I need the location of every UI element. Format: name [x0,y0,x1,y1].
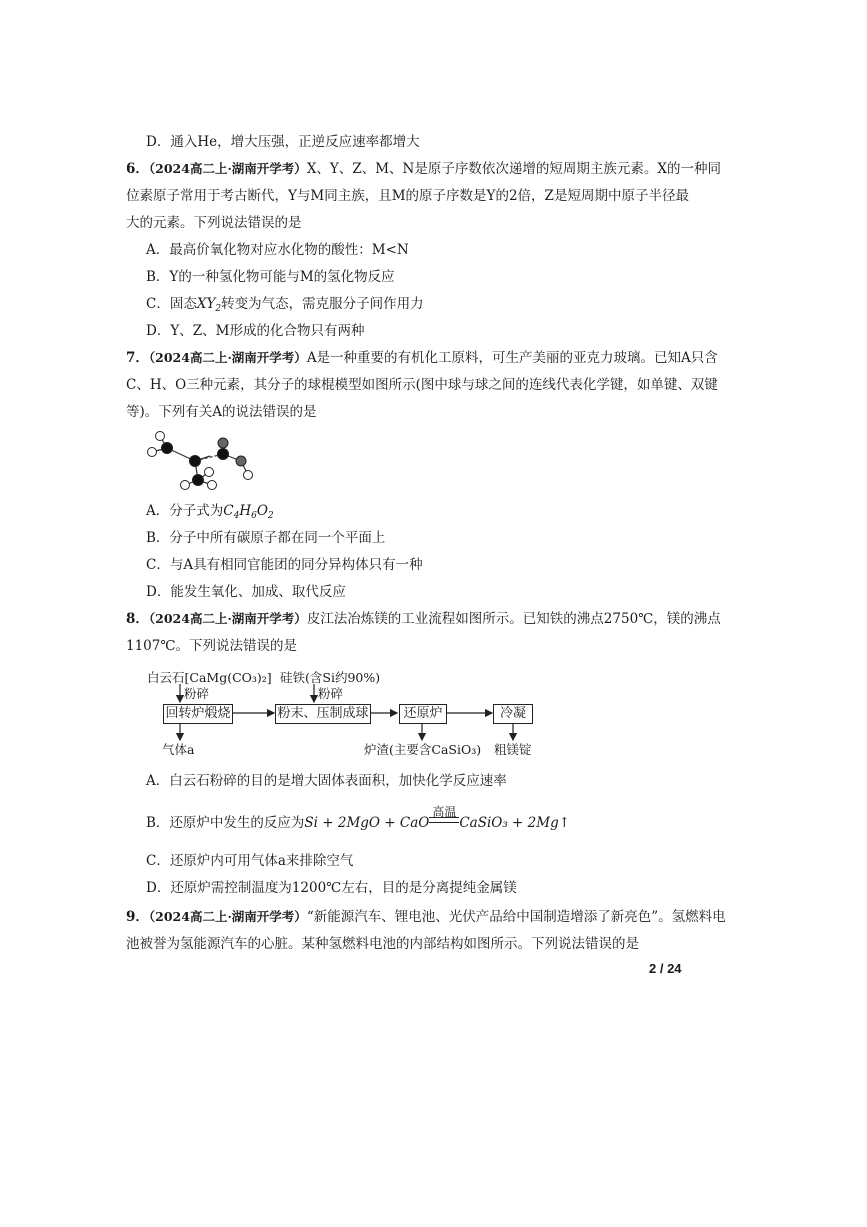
q7-option-a-pre: A．分子式为 [146,503,224,519]
oxygen-atom [218,438,228,448]
q7-number: 7． [126,350,149,366]
ball-stick-model [140,424,260,496]
hydrogen-atom [148,448,157,457]
q7-source: （2024高二上·湖南开学考） [148,350,307,365]
q7-formula-h: H [239,503,252,519]
q8-option-a: A．白云石粉碎的目的是增大固体表面积，加快化学反应速率 [146,773,507,789]
q8-option-d: D．还原炉需控制温度为1200℃左右，目的是分离提纯金属镁 [146,880,517,896]
q6-option-c-post: 转变为气态，需克服分子间作用力 [221,296,424,312]
flow-crush-label-1: 粉碎 [184,686,210,701]
q6-formula-x: X [196,296,207,312]
q8-condition-label: 高温 [432,805,457,819]
q7-option-d: D．能发生氧化、加成、取代反应 [146,584,346,600]
q6-option-b: B．Y的一种氢化物可能与M的氢化物反应 [146,269,395,285]
q6-option-c-pre: C．固态 [146,296,197,312]
flow-output-slag: 炉渣(主要含CaSiO₃) [364,742,482,757]
carbon-atom [162,443,173,454]
flow-output-gas-a: 气体a [162,742,195,757]
q6-number: 6． [126,161,149,177]
q9-source: （2024高二上·湖南开学考） [148,909,307,924]
q8-text1: 皮江法冶炼镁的工业流程如图所示。已知铁的沸点2750℃，镁的沸点 [306,611,721,627]
q7-formula-c-sub: 4 [233,511,240,521]
q7-text1: A是一种重要的有机化工原料，可生产美丽的亚克力玻璃。已知A只含 [306,350,718,366]
q6-formula-y: Y [206,296,216,312]
flow-output-crude-mg: 粗镁锭 [494,742,532,757]
carbon-atom [218,449,229,460]
q9-number: 9． [126,909,149,925]
q8-option-c: C．还原炉内可用气体a来排除空气 [146,853,354,869]
carbon-atom [193,475,204,486]
page-number: 2 / 24 [649,961,682,976]
q7-formula-h-sub: 6 [251,511,257,521]
q7-formula-o-sub: 2 [267,511,274,521]
hydrogen-atom [244,471,253,480]
q7-stem-line3: 等)。下列有关A的说法错误的是 [126,404,317,420]
q7-formula-o: O [256,503,268,519]
hydrogen-atom [205,468,214,477]
q7-option-b: B．分子中所有碳原子都在同一个平面上 [146,530,386,546]
q6-option-d: D．Y、Z、M形成的化合物只有两种 [146,323,365,339]
q8-option-b [146,805,571,832]
hydrogen-atom [181,481,190,490]
flow-box-reduction-furnace: 还原炉 [399,704,447,724]
q8-equation-condition [429,805,459,827]
q9-text1: “新能源汽车、锂电池、光伏产品给中国制造增添了新亮色”。氢燃料电 [306,909,726,925]
q7-formula-c: C [223,503,234,519]
flow-crush-label-2: 粉碎 [318,686,344,701]
flow-input-dolomite: 白云石[CaMg(CO₃)₂] [147,670,272,685]
q8-equation-right: CaSiO₃ + 2Mg↑ [459,815,571,831]
q7-option-a [146,502,274,525]
q7-option-c: C．与A具有相同官能团的同分异构体只有一种 [146,557,423,573]
q8-option-b-pre: B．还原炉中发生的反应为 [146,815,305,831]
q9-stem-line1 [126,908,726,926]
carbon-atom [190,456,201,467]
q6-option-a: A．最高价氧化物对应水化物的酸性：M<N [146,242,409,258]
hydrogen-atom [156,432,165,441]
flow-input-ferrosilicon: 硅铁(含Si约90%) [280,670,381,685]
flow-box-rotary-kiln: 回转炉煅烧 [163,704,233,724]
q5-option-d: D．通入He，增大压强，正逆反应速率都增大 [146,134,420,150]
q6-stem-line3: 大的元素。下列说法错误的是 [126,215,302,231]
flow-box-condense: 冷凝 [493,704,533,724]
q8-stem-line1 [126,610,721,628]
q6-stem-line1 [126,160,721,178]
q6-formula-sub: 2 [215,304,222,314]
q8-number: 8． [126,611,149,627]
q8-stem-line2: 1107℃。下列说法错误的是 [126,638,297,654]
q6-option-c [146,295,424,318]
q8-equation-left: Si + 2MgO + CaO [304,815,430,831]
q6-stem-line2: 位素原子常用于考古断代，Y与M同主族，且M的原子序数是Y的2倍，Z是短周期中原子半径最 [126,188,689,204]
q6-source: （2024高二上·湖南开学考） [148,161,307,176]
hydrogen-atom [208,481,217,490]
q9-stem-line2: 池被誉为氢能源汽车的心脏。某种氢燃料电池的内部结构如图所示。下列说法错误的是 [126,936,639,952]
q7-stem-line1 [126,349,718,367]
q7-stem-line2: C、H、O三种元素，其分子的球棍模型如图所示(图中球与球之间的连线代表化学键，如单键、双键 [126,377,718,393]
q6-text1: X、Y、Z、M、N是原子序数依次递增的短周期主族元素。X的一种同 [306,161,721,177]
q8-source: （2024高二上·湖南开学考） [148,611,307,626]
flow-box-pressing: 粉末、压制成球 [275,704,371,724]
oxygen-atom [236,456,246,466]
